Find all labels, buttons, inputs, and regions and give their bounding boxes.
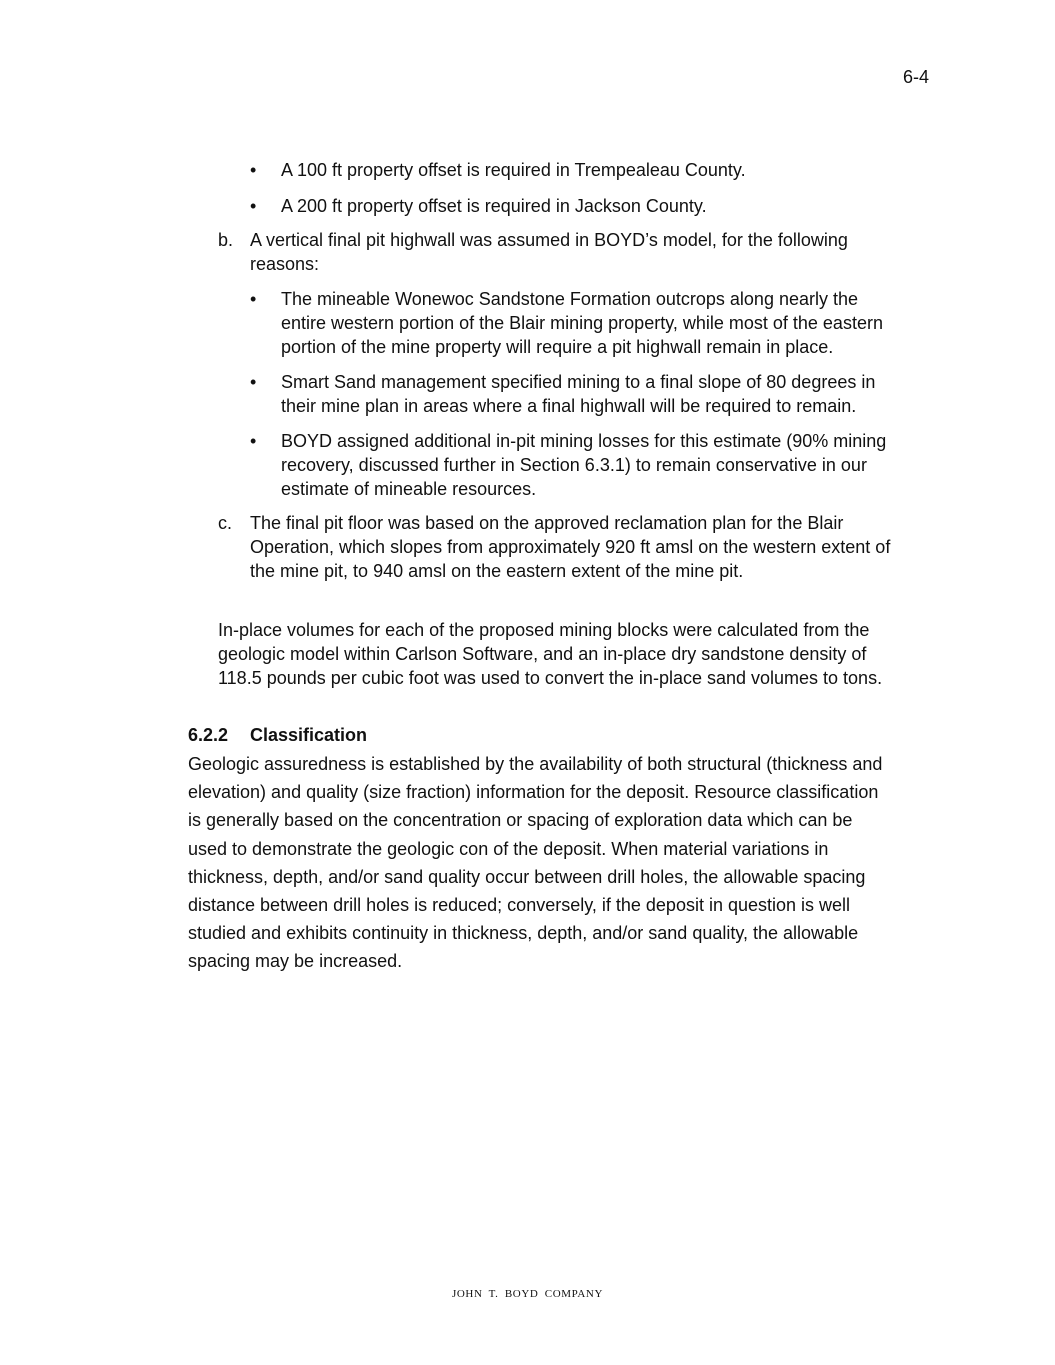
section-heading (188, 724, 367, 746)
bullet-marker: • (250, 431, 257, 451)
list-label: c. (218, 513, 233, 533)
section-number: 6.2.2 (188, 725, 229, 745)
bullet-marker: • (250, 160, 257, 180)
bullet-marker: • (250, 196, 257, 216)
bullet-marker: • (250, 289, 257, 309)
list-item-text: A 200 ft property offset is required in Jackson County. (281, 196, 707, 216)
list-item-text: Smart Sand management specified mining to a final slope of 80 degrees in their mine plan in areas where a final highwall will be required to remain. (281, 372, 876, 416)
bullet-marker: • (250, 372, 257, 392)
list-label: b. (218, 230, 234, 250)
list-item-text: A vertical final pit highwall was assumed in BOYD’s model, for the following reasons: (250, 230, 848, 274)
page-number: 6-4 (902, 67, 929, 87)
footer-company: JOHN T. BOYD COMPANY (452, 1288, 603, 1300)
list-item-text: The final pit floor was based on the approved reclamation plan for the Blair Operation, which slopes from approximately 920 ft amsl on the western extent of the mine pit, to 940 amsl on the eastern extent of the mine pit. (250, 513, 891, 581)
list-item-text: BOYD assigned additional in-pit mining losses for this estimate (90% mining recovery, discussed further in Section 6.3.1) to remain conservative in our estimate of mineable resources. (281, 431, 887, 499)
list-item-text: The mineable Wonewoc Sandstone Formation outcrops along nearly the entire western portion of the Blair mining property, while most of the eastern portion of the mine property will require a pit highwall remain in place. (281, 289, 883, 357)
list-item-text: A 100 ft property offset is required in Trempealeau County. (281, 160, 746, 180)
classification-paragraph: Geologic assuredness is established by the availability of both structural (thickness and elevation) and quality (size fraction) information for the deposit. Resource classification is generally based on the concentration or spacing of exploration data which can be used to demonstrate the geologic con of the deposit. When material variations in thickness, depth, and/or sand quality occur between drill holes, the allowable spacing distance between drill holes is reduced; conversely, if the deposit in question is well studied and exhibits continuity in thickness, depth, and/or sand quality, the allowable spacing may be increased. (188, 754, 883, 972)
section-title: Classification (250, 725, 368, 745)
inplace-volumes-paragraph: In-place volumes for each of the proposed mining blocks were calculated from the geologic model within Carlson Software, and an in-place dry sandstone density of 118.5 pounds per cubic foot was used to convert the in-place sand volumes to tons. (218, 620, 883, 688)
